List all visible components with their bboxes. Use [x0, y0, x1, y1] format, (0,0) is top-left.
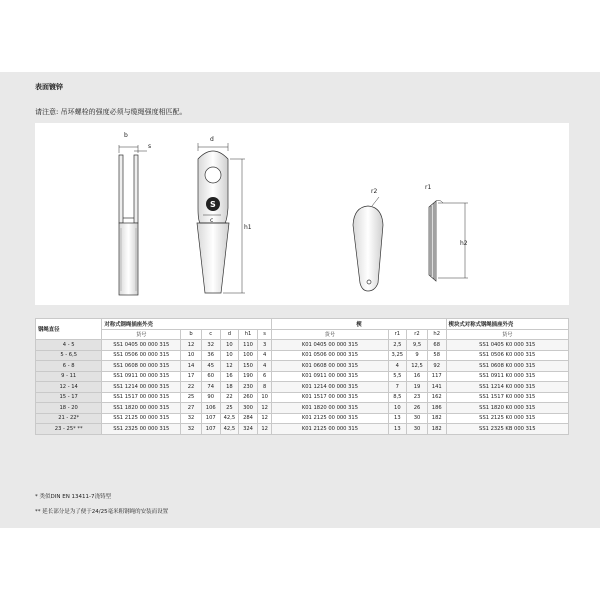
socket-side-view: [119, 145, 147, 295]
table-cell: 110: [239, 340, 258, 351]
table-cell: K01 0506 00 000 315: [272, 350, 388, 361]
table-row: [36, 424, 569, 435]
table-cell: 162: [427, 392, 446, 403]
table-cell: SS1 0506 K0 000 315: [446, 350, 568, 361]
table-cell: 42,5: [220, 424, 239, 435]
table-row: [36, 371, 569, 382]
table-cell: 22: [181, 382, 202, 393]
table-cell: 92: [427, 361, 446, 372]
table-cell: 7: [388, 382, 407, 393]
table-cell: K01 2125 00 000 315: [272, 424, 388, 435]
table-cell: 141: [427, 382, 446, 393]
table-row: [36, 361, 569, 372]
rope-diameter-cell: 21 - 22*: [36, 413, 102, 424]
spec-table: [35, 318, 569, 435]
table-cell: 4: [257, 350, 272, 361]
rope-diameter-cell: 4 - 5: [36, 340, 102, 351]
table-cell: 9: [407, 350, 428, 361]
table-cell: 22: [220, 392, 239, 403]
table-cell: SS1 1214 K0 000 315: [446, 382, 568, 393]
table-cell: 2,5: [388, 340, 407, 351]
dim-b-label: b: [124, 132, 128, 139]
table-cell: 4: [388, 361, 407, 372]
table-cell: 190: [239, 371, 258, 382]
table-row: [36, 392, 569, 403]
table-cell: 300: [239, 403, 258, 414]
table-cell: 16: [407, 371, 428, 382]
subheader-cell: h2: [427, 329, 446, 340]
table-cell: 150: [239, 361, 258, 372]
table-cell: 106: [201, 403, 220, 414]
subheader-cell: d: [220, 329, 239, 340]
table-row: [36, 382, 569, 393]
rope-diameter-cell: 15 - 17: [36, 392, 102, 403]
table-cell: 8,5: [388, 392, 407, 403]
table-cell: 12: [257, 424, 272, 435]
table-cell: 5,5: [388, 371, 407, 382]
table-cell: K01 2125 00 000 315: [272, 413, 388, 424]
table-cell: 90: [201, 392, 220, 403]
strength-note: 请注意: 吊环螺栓的强度必须与缆绳强度相匹配。: [35, 108, 187, 116]
table-cell: SS1 0405 K0 000 315: [446, 340, 568, 351]
table-cell: 12: [220, 361, 239, 372]
socket-front-view: [197, 143, 245, 293]
subheader-cell: b: [181, 329, 202, 340]
table-cell: 9,5: [407, 340, 428, 351]
table-cell: 68: [427, 340, 446, 351]
table-cell: SS1 2125 K0 000 315: [446, 413, 568, 424]
footnote-1: * 类似DIN EN 13411-7浇铸型: [35, 494, 112, 500]
table-cell: 13: [388, 413, 407, 424]
table-cell: 12: [181, 340, 202, 351]
table-cell: SS1 0911 00 000 315: [102, 371, 181, 382]
rope-diameter-header: 钢绳直径: [36, 319, 102, 340]
table-cell: SS1 0506 00 000 315: [102, 350, 181, 361]
table-cell: K01 0405 00 000 315: [272, 340, 388, 351]
table-cell: 107: [201, 424, 220, 435]
table-cell: 10: [181, 350, 202, 361]
subheader-cell: c: [201, 329, 220, 340]
table-cell: K01 0911 00 000 315: [272, 371, 388, 382]
table-cell: 10: [220, 340, 239, 351]
dim-s-label: s: [148, 143, 152, 150]
table-cell: 58: [427, 350, 446, 361]
dim-r1-label: r1: [425, 184, 432, 191]
table-row: [36, 413, 569, 424]
table-cell: SS1 1517 K0 000 315: [446, 392, 568, 403]
rope-diameter-cell: 12 - 14: [36, 382, 102, 393]
table-cell: SS1 1517 00 000 315: [102, 392, 181, 403]
dim-r2-label: r2: [371, 188, 378, 195]
subheader-cell: r1: [388, 329, 407, 340]
table-cell: 23: [407, 392, 428, 403]
table-row: [36, 350, 569, 361]
table-cell: 12: [257, 413, 272, 424]
table-cell: 107: [201, 413, 220, 424]
table-cell: 74: [201, 382, 220, 393]
table-cell: SS1 1214 00 000 315: [102, 382, 181, 393]
table-cell: 186: [427, 403, 446, 414]
table-cell: 36: [201, 350, 220, 361]
subheader-cell: h1: [239, 329, 258, 340]
table-cell: 100: [239, 350, 258, 361]
table-cell: 3: [257, 340, 272, 351]
table-cell: 4: [257, 361, 272, 372]
dim-c-label: c: [210, 217, 214, 224]
table-cell: 16: [220, 371, 239, 382]
table-cell: SS1 2325 KB 000 315: [446, 424, 568, 435]
dim-d-label: d: [210, 136, 214, 143]
table-cell: 14: [181, 361, 202, 372]
table-cell: 6: [257, 371, 272, 382]
table-row: [36, 403, 569, 414]
table-cell: 18: [220, 382, 239, 393]
rope-diameter-cell: 23 - 25* **: [36, 424, 102, 435]
subheader-cell: 货号: [102, 329, 181, 340]
table-cell: K01 1820 00 000 315: [272, 403, 388, 414]
table-cell: 25: [220, 403, 239, 414]
table-cell: 60: [201, 371, 220, 382]
table-cell: SS1 2125 00 000 315: [102, 413, 181, 424]
brand-logo-letter: S: [210, 200, 216, 209]
table-cell: SS1 0608 K0 000 315: [446, 361, 568, 372]
table-cell: SS1 0405 00 000 315: [102, 340, 181, 351]
table-cell: 284: [239, 413, 258, 424]
rope-diameter-cell: 18 - 20: [36, 403, 102, 414]
dim-h2-label: h2: [460, 240, 468, 247]
table-row: [36, 340, 569, 351]
table-cell: 26: [407, 403, 428, 414]
table-cell: 260: [239, 392, 258, 403]
table-cell: 12: [257, 403, 272, 414]
table-cell: 10: [257, 392, 272, 403]
table-cell: 182: [427, 413, 446, 424]
subheader-cell: 货号: [446, 329, 568, 340]
table-subheader-row: [36, 329, 569, 340]
table-cell: 182: [427, 424, 446, 435]
table-cell: 19: [407, 382, 428, 393]
table-cell: 27: [181, 403, 202, 414]
table-cell: 30: [407, 424, 428, 435]
subheader-cell: 货号: [272, 329, 388, 340]
rope-diameter-cell: 5 - 6,5: [36, 350, 102, 361]
table-group-header-row: [36, 319, 569, 330]
table-cell: SS1 0608 00 000 315: [102, 361, 181, 372]
table-cell: 12,5: [407, 361, 428, 372]
table-cell: SS1 0911 K0 000 315: [446, 371, 568, 382]
table-cell: SS1 1820 00 000 315: [102, 403, 181, 414]
table-cell: K01 1214 00 000 315: [272, 382, 388, 393]
technical-drawing: [35, 123, 569, 305]
table-cell: 45: [201, 361, 220, 372]
table-cell: 17: [181, 371, 202, 382]
wedge-drawing: [353, 197, 383, 291]
table-cell: 3,25: [388, 350, 407, 361]
table-cell: K01 0608 00 000 315: [272, 361, 388, 372]
table-cell: 32: [201, 340, 220, 351]
table-cell: SS1 2325 00 000 315: [102, 424, 181, 435]
table-cell: 230: [239, 382, 258, 393]
table-cell: 8: [257, 382, 272, 393]
table-cell: 32: [181, 413, 202, 424]
table-cell: 30: [407, 413, 428, 424]
rope-diameter-cell: 9 - 11: [36, 371, 102, 382]
table-cell: 32: [181, 424, 202, 435]
rope-diameter-cell: 6 - 8: [36, 361, 102, 372]
table-cell: 10: [388, 403, 407, 414]
table-cell: 13: [388, 424, 407, 435]
table-cell: 10: [220, 350, 239, 361]
table-cell: 42,5: [220, 413, 239, 424]
table-cell: 117: [427, 371, 446, 382]
table-cell: SS1 1820 K0 000 315: [446, 403, 568, 414]
table-cell: K01 1517 00 000 315: [272, 392, 388, 403]
table-cell: 324: [239, 424, 258, 435]
fork-socket-header: 对称式钢绳插座外壳: [102, 319, 272, 330]
wedge-header: 楔: [272, 319, 446, 330]
subheader-cell: s: [257, 329, 272, 340]
footnote-2: ** 延长部分是为了便于24/25毫米粗钢绳的安装而设置: [35, 509, 169, 515]
subheader-cell: r2: [407, 329, 428, 340]
dim-h1-label: h1: [244, 224, 252, 231]
table-cell: 25: [181, 392, 202, 403]
asym-socket-header: 楔块式对称式钢绳插座外壳: [446, 319, 568, 330]
section-heading: 表面镀锌: [35, 83, 63, 91]
